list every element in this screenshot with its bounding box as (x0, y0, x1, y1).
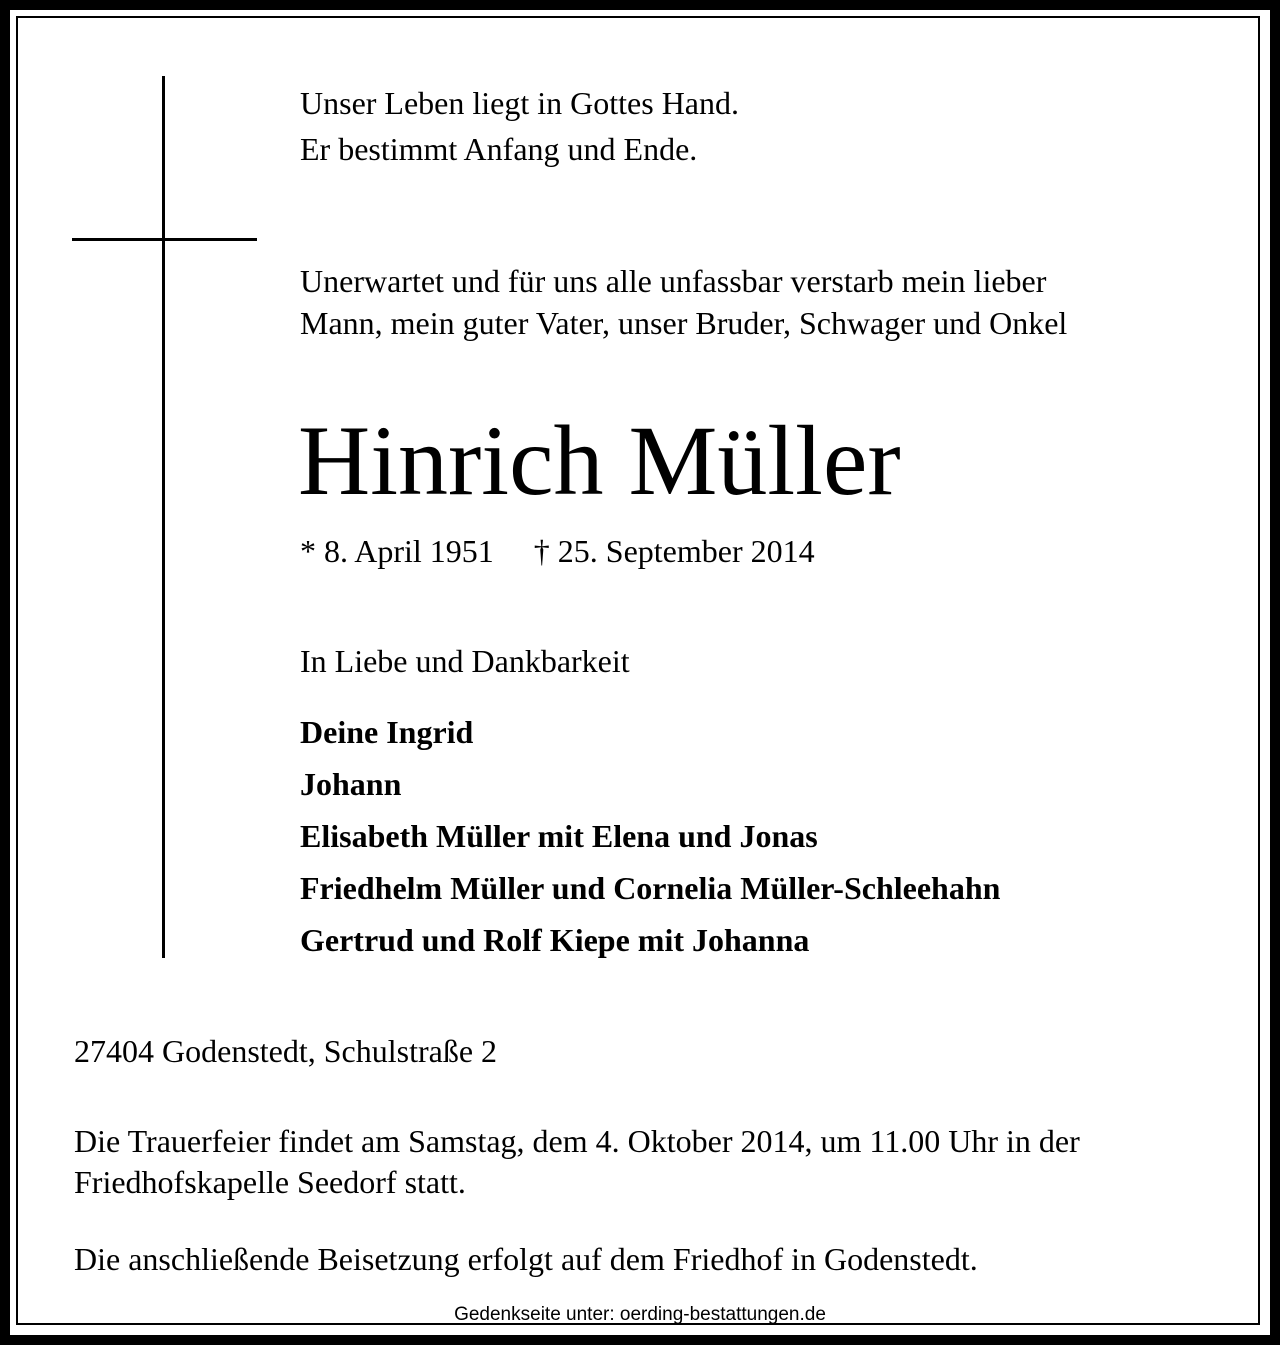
burial-notice: Die anschließende Beisetzung erfolgt auf dem Friedhof in Godenstedt. (74, 1241, 978, 1277)
intro-line-2: Mann, mein guter Vater, unser Bruder, Schwager und Onkel (300, 305, 1068, 341)
cross-icon-vertical-bar (162, 76, 165, 958)
birth-date: * 8. April 1951 (300, 533, 494, 569)
mourner-item: Deine Ingrid (300, 714, 474, 750)
dedication: In Liebe und Dankbarkeit (300, 643, 630, 679)
mourner-item: Gertrud und Rolf Kiepe mit Johanna (300, 922, 810, 958)
motto-line-2: Er bestimmt Anfang und Ende. (300, 131, 698, 167)
obituary-sheet (10, 10, 1270, 1335)
life-dates (300, 526, 815, 576)
death-date: † 25. September 2014 (533, 533, 815, 569)
mourner-item: Elisabeth Müller mit Elena und Jonas (300, 818, 818, 854)
funeral-line-1: Die Trauerfeier findet am Samstag, dem 4. Oktober 2014, um 11.00 Uhr in der (74, 1123, 1080, 1159)
address: 27404 Godenstedt, Schulstraße 2 (74, 1033, 498, 1069)
intro-text (300, 260, 1067, 344)
mourner-item: Friedhelm Müller und Cornelia Müller-Schleehahn (300, 870, 1001, 906)
intro-line-1: Unerwartet und für uns alle unfassbar verstarb mein lieber (300, 263, 1047, 299)
memorial-page-link[interactable]: Gedenkseite unter: oerding-bestattungen.de (454, 1304, 826, 1325)
funeral-notice (74, 1121, 1080, 1203)
deceased-name: Hinrich Müller (298, 405, 901, 516)
mourners-list (300, 706, 1000, 966)
funeral-line-2: Friedhofskapelle Seedorf statt. (74, 1164, 466, 1200)
motto-line-1: Unser Leben liegt in Gottes Hand. (300, 85, 739, 121)
cross-icon-horizontal-bar (72, 238, 257, 241)
mourner-item: Johann (300, 766, 402, 802)
motto (300, 80, 739, 172)
obituary-frame (16, 16, 1260, 1325)
